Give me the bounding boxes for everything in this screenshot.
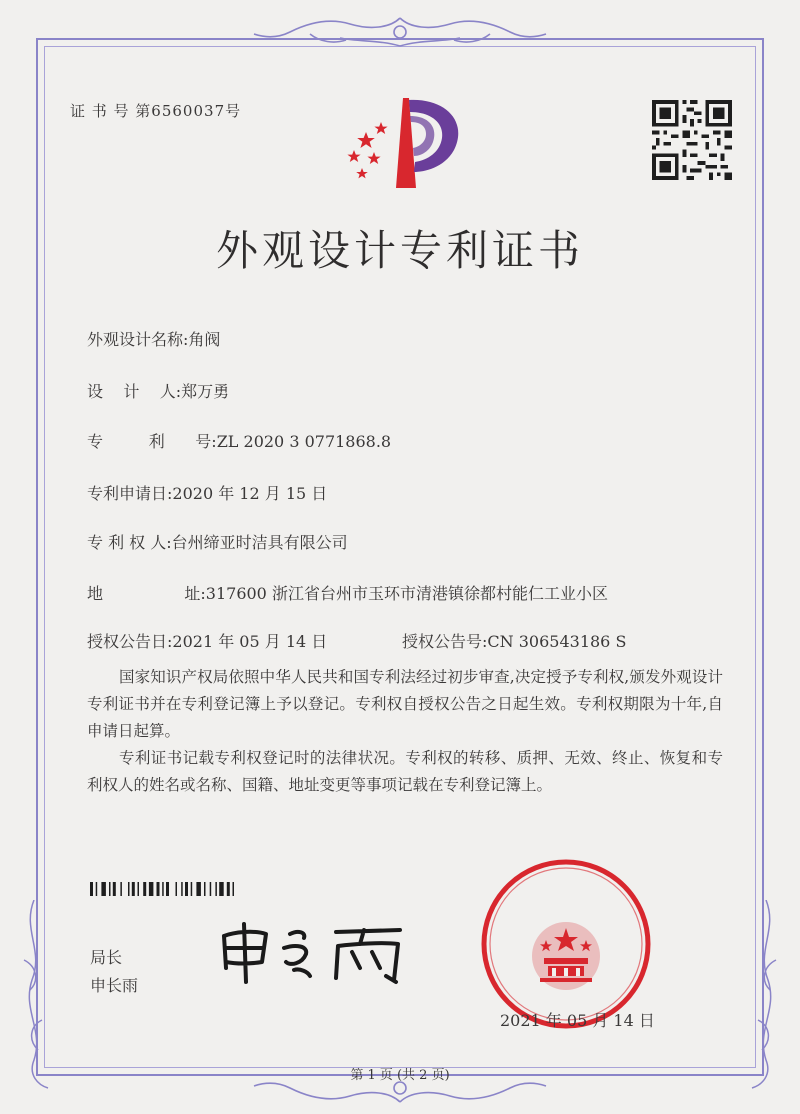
grant-number-label: 授权公告号:: [402, 632, 488, 651]
page-footer: 第 1 页 (共 2 页): [350, 1068, 450, 1083]
grant-paragraph: 国家知识产权局依照中华人民共和国专利法经过初步审查,决定授予专利权,颁发外观设计专利证书并在专利登记簿上予以登记。专利权自授权公告之日起生效。专利权期限为十年,自申请日起算。: [87, 668, 723, 740]
grant-date-label: 授权公告日:: [87, 632, 173, 651]
patent-number-label: 专 利 号:: [87, 432, 217, 451]
patentee-field: [87, 530, 348, 553]
filing-date-field: [87, 481, 327, 504]
barcode: [90, 882, 286, 896]
patentee-label: 专 利 权 人:: [87, 533, 172, 552]
address-field: [87, 581, 608, 604]
director-title: 局长: [90, 948, 123, 967]
designer-value: 郑万勇: [181, 382, 230, 401]
grant-date-value: 2021 年 05 月 14 日: [172, 632, 328, 651]
patent-number-value: ZL 2020 3 0771868.8: [216, 432, 392, 451]
qr-code: [652, 100, 732, 180]
left-bottom-ornament: [14, 900, 54, 1090]
filing-date-label: 专利申请日:: [87, 484, 173, 503]
top-ornament: [250, 14, 550, 50]
seal-date: 2021 年 05 月 14 日: [500, 1011, 655, 1030]
director-signature: [214, 918, 414, 988]
address-value: 317600 浙江省台州市玉环市清港镇徐都村能仁工业小区: [205, 584, 608, 603]
designer-label: 设 计 人:: [87, 382, 182, 401]
body-text: [87, 664, 723, 799]
patentee-value: 台州缔亚时洁具有限公司: [171, 533, 348, 552]
grant-date-field: [87, 629, 327, 652]
design-name-value: 角阀: [188, 330, 221, 349]
grant-number-value: CN 306543186 S: [487, 632, 627, 651]
patent-office-emblem: [336, 92, 466, 198]
official-seal: [480, 858, 652, 1030]
director-name: 申长雨: [90, 976, 139, 995]
certificate-title: 外观设计专利证书: [215, 226, 584, 275]
designer-field: [87, 379, 229, 402]
legal-status-paragraph: 专利证书记载专利权登记时的法律状况。专利权的转移、质押、无效、终止、恢复和专利权人的姓名或名称、国籍、地址变更等事项记载在专利登记簿上。: [87, 749, 723, 794]
grant-number-field: [402, 629, 626, 652]
patent-number-field: [87, 429, 391, 452]
design-name-field: [87, 327, 220, 350]
address-label: 地 址:: [87, 584, 206, 603]
design-name-label: 外观设计名称:: [87, 330, 189, 349]
filing-date-value: 2020 年 12 月 15 日: [172, 484, 328, 503]
right-bottom-ornament: [746, 900, 786, 1090]
certificate-number: 证 书 号 第6560037号: [70, 102, 242, 120]
